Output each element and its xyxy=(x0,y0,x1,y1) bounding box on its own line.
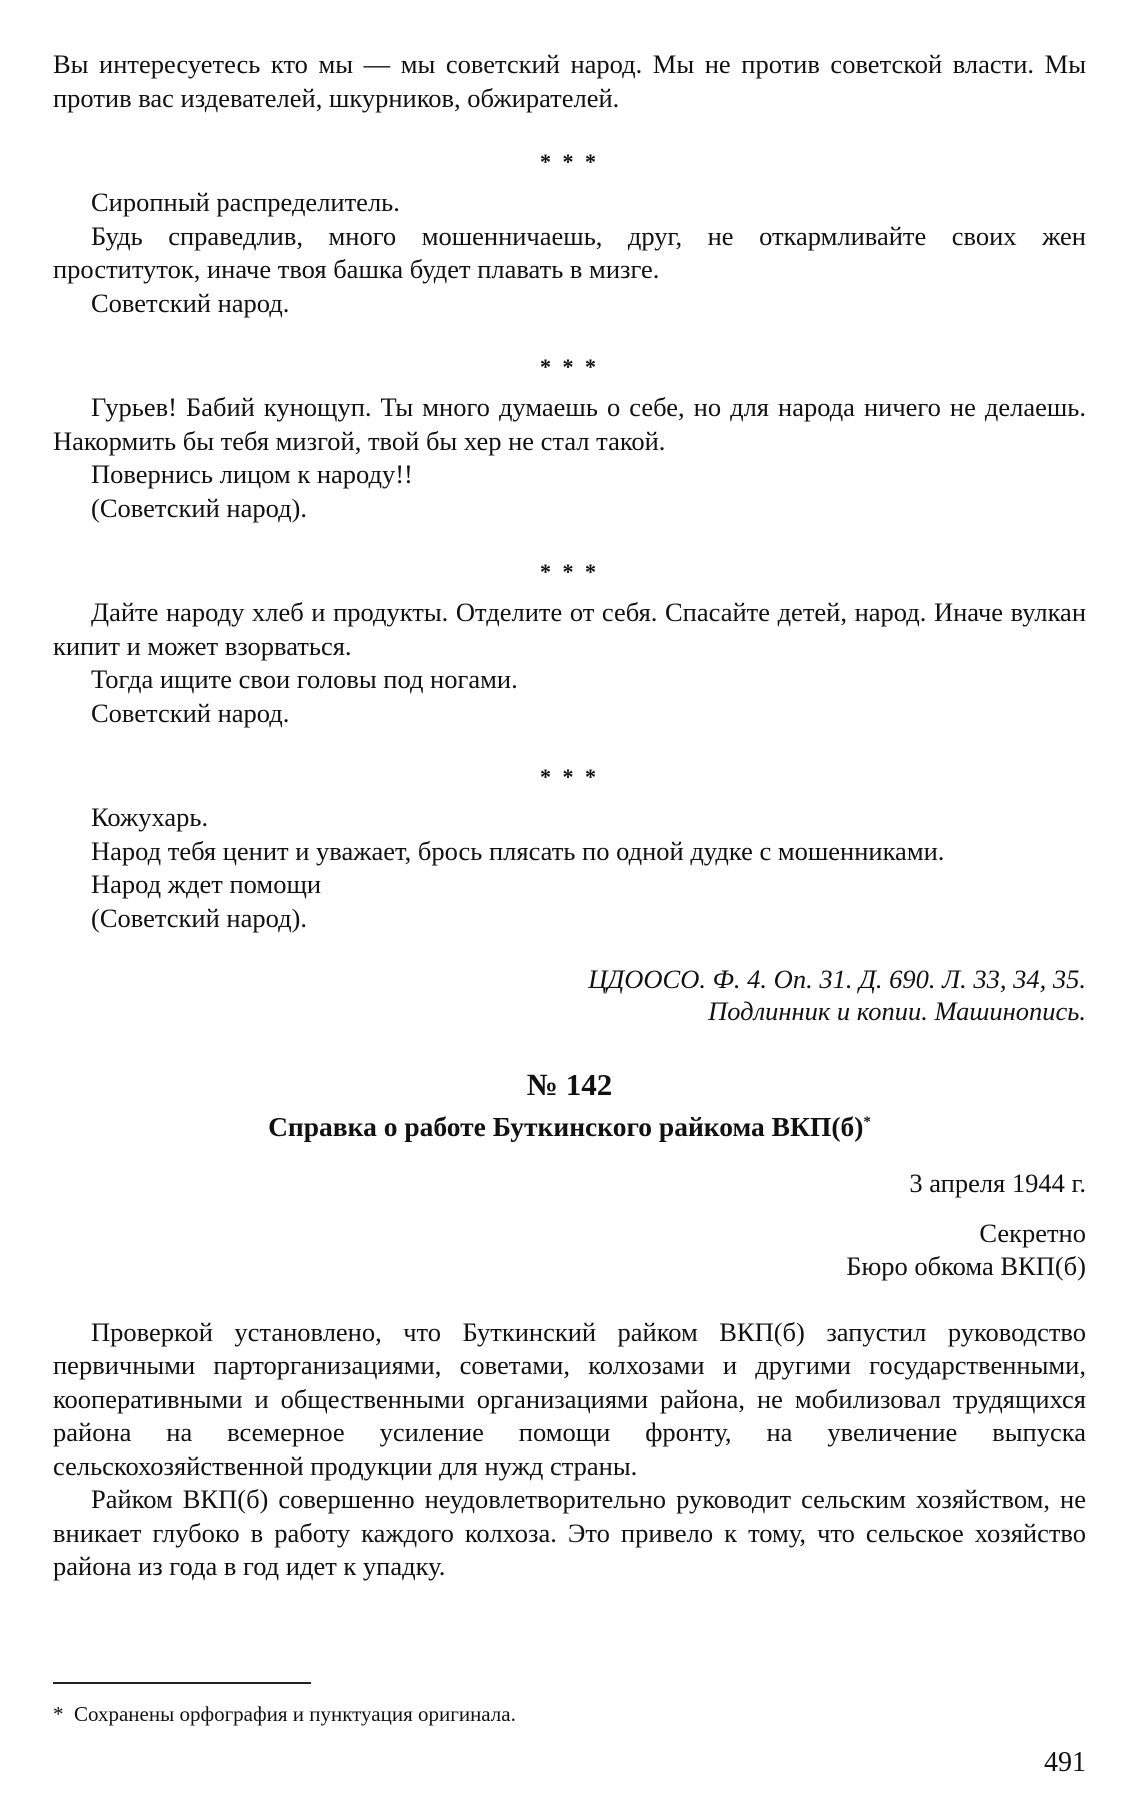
text-line: Тогда ищите свои головы под ногами. xyxy=(91,664,518,694)
text-line: Повернись лицом к народу!! xyxy=(91,459,413,489)
section-separator: * * * xyxy=(540,149,599,174)
paragraph: Дайте народу хлеб и продукты. Отделите от себя. Спасайте детей, народ. Иначе вулкан кипит и может взорваться. xyxy=(53,597,1086,661)
signature-line: Советский народ. xyxy=(91,697,290,728)
footnote-mark: * xyxy=(53,1702,64,1726)
classification-label: Секретно xyxy=(979,1217,1086,1248)
footnote-text: Сохранены орфография и пунктуация оригинала. xyxy=(74,1702,516,1726)
text-line: Сиропный распределитель. xyxy=(91,187,400,217)
footnote-reference: * xyxy=(863,1113,871,1130)
page-number: 491 xyxy=(1044,1747,1086,1778)
archive-citation: ЦДООСО. Ф. 4. Оп. 31. Д. 690. Л. 33, 34, 35. xyxy=(588,964,1086,994)
paragraph: Будь справедлив, много мошенничаешь, друг, не откармливайте своих жен проституток, иначе твоя башка будет плавать в мизге. xyxy=(53,220,1086,284)
paragraph: Гурьев! Бабий кунощуп. Ты много думаешь о себе, но для народа ничего не делаешь. Накормить бы тебя мизгой, твой бы хер не стал такой. xyxy=(53,392,1086,456)
source-reference xyxy=(53,963,1086,1027)
text-line: Народ ждет помощи xyxy=(91,869,322,899)
document-date: 3 апреля 1944 г. xyxy=(909,1168,1086,1198)
page-body xyxy=(53,48,1086,1584)
document-number: № 142 xyxy=(526,1067,613,1102)
paragraph: Вы интересуетесь кто мы — мы советский народ. Мы не против советской власти. Мы против вас издевателей, шкурников, обжирателей. xyxy=(53,49,1086,113)
paragraph: Райком ВКП(б) совершенно неудовлетворительно руководит сельским хозяйством, не вникает глубоко в работу каждого колхоза. Это привело к тому, что сельское хозяйство района из года в год идет к упадку. xyxy=(53,1484,1086,1581)
footnote xyxy=(53,1700,516,1728)
document-title xyxy=(53,1109,1086,1145)
signature-line: Советский народ. xyxy=(91,287,290,318)
document-title-text: Справка о работе Буткинского райкома ВКП(б) xyxy=(268,1111,864,1142)
signature-line: (Советский народ). xyxy=(91,902,308,933)
copy-note: Подлинник и копии. Машинопись. xyxy=(708,996,1086,1026)
section-separator: * * * xyxy=(540,354,599,379)
addressee: Бюро обкома ВКП(б) xyxy=(846,1251,1086,1281)
signature-line: (Советский народ). xyxy=(91,492,308,523)
section-separator: * * * xyxy=(540,764,599,789)
footnote-divider xyxy=(53,1682,311,1684)
text-line: Народ тебя ценит и уважает, брось плясать по одной дудке с мошенниками. xyxy=(91,835,945,866)
paragraph: Проверкой установлено, что Буткинский райком ВКП(б) запустил руководство первичными парторганизациями, советами, колхозами и другими государственными, кооперативными и общественными организациями района, не мобилизовал трудящихся района на всемерное усиление помощи фронту, на увеличение выпуска сельскохозяйственной продукции для нужд страны. xyxy=(53,1316,1086,1481)
text-line: Кожухарь. xyxy=(91,802,209,832)
section-separator: * * * xyxy=(540,559,599,584)
